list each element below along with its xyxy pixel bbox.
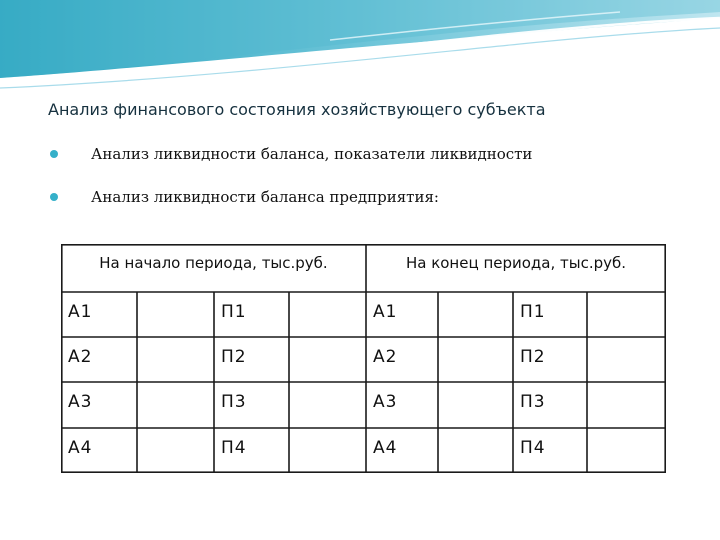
table-cell: А4: [373, 438, 398, 458]
table-cell: А3: [373, 392, 398, 412]
table-header-start: На начало периода, тыс.руб.: [99, 254, 328, 272]
table-cell: П3: [221, 392, 247, 412]
bullet-dot-icon: [50, 150, 58, 158]
bullet-item: [50, 187, 439, 207]
top-wave-banner: [0, 0, 720, 95]
table-cell: П4: [221, 438, 247, 458]
bullet-text: Анализ ликвидности баланса предприятия:: [91, 188, 439, 206]
bullet-item: [50, 144, 532, 164]
bullet-text: Анализ ликвидности баланса, показатели ликвидности: [91, 145, 533, 163]
table-cell: П1: [520, 302, 546, 322]
table-cell: П2: [221, 347, 247, 367]
table-cell: П1: [221, 302, 247, 322]
table-header-end: На конец периода, тыс.руб.: [405, 254, 627, 272]
table-cell: А3: [68, 392, 93, 412]
table-cell: А1: [373, 302, 398, 322]
table-cell: П4: [520, 438, 546, 458]
table-cell: А2: [373, 347, 398, 367]
page-title: Анализ финансового состояния хозяйствующего субъекта: [48, 100, 546, 119]
table-cell: А2: [68, 347, 93, 367]
table-cell: А4: [68, 438, 93, 458]
bullet-dot-icon: [50, 193, 58, 201]
table-cell: П3: [520, 392, 546, 412]
table-cell: П2: [520, 347, 546, 367]
table-cell: А1: [68, 302, 93, 322]
liquidity-table: [61, 244, 666, 473]
